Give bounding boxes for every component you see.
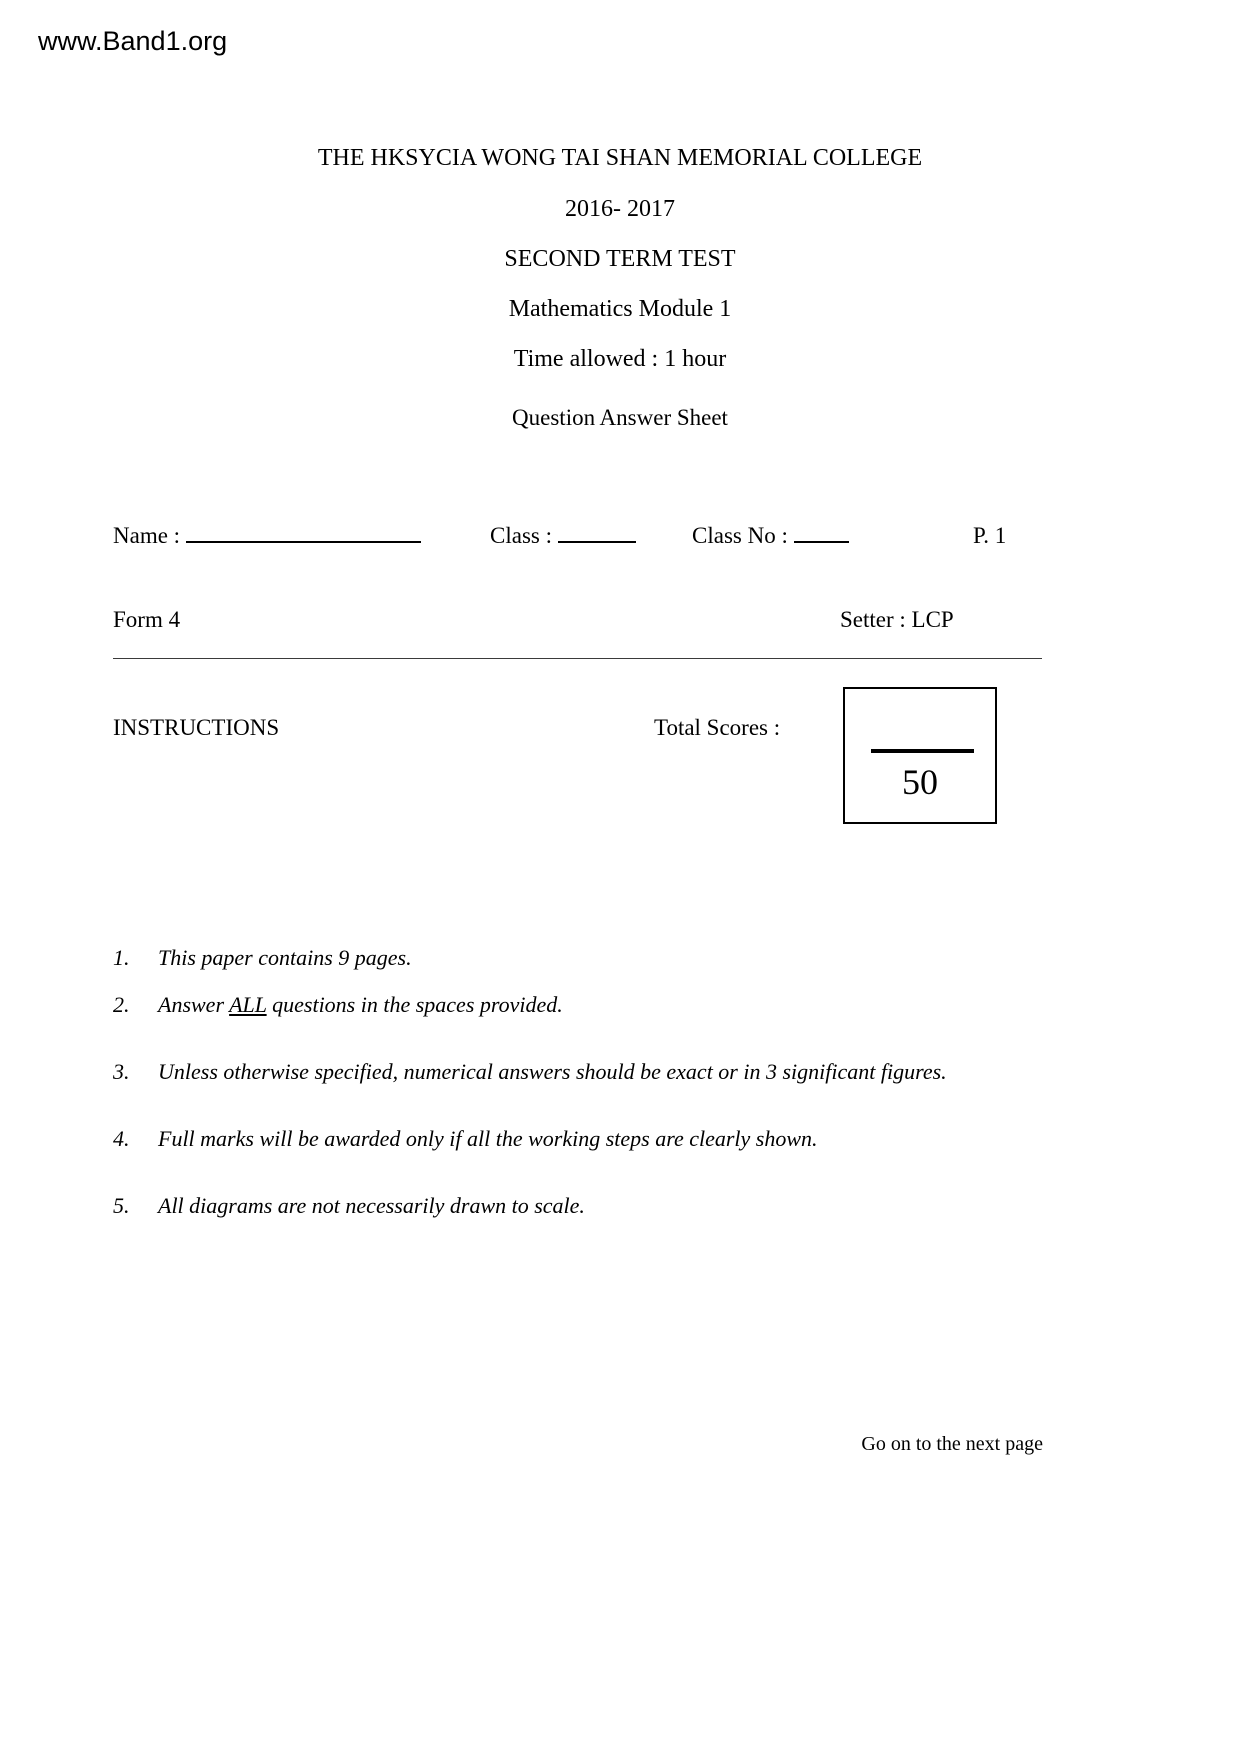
class-no-field-group [692, 522, 849, 550]
instruction-item-5 [113, 1192, 1093, 1220]
page-number: P. 1 [973, 523, 1007, 548]
instruction-text [158, 991, 1093, 1019]
school-year: 2016- 2017 [565, 196, 675, 222]
sheet-title: Question Answer Sheet [512, 405, 728, 430]
instruction-item-3 [113, 1058, 1093, 1086]
total-scores-label: Total Scores : [654, 715, 781, 740]
class-no-blank [794, 523, 849, 543]
instruction-text-prefix: Answer [158, 992, 230, 1017]
instruction-text: Unless otherwise specified, numerical answers should be exact or in 3 significant figures. [158, 1059, 947, 1084]
instruction-item-2 [113, 991, 1093, 1019]
subject-title: Mathematics Module 1 [508, 296, 732, 322]
instruction-item-1 [113, 944, 1093, 972]
instruction-item-4 [113, 1125, 1093, 1153]
instruction-text: Full marks will be awarded only if all the working steps are clearly shown. [158, 1126, 818, 1151]
horizontal-divider [113, 658, 1042, 659]
instruction-text: All diagrams are not necessarily drawn to scale. [158, 1193, 585, 1218]
class-no-label: Class No : [692, 523, 788, 548]
name-label: Name : [113, 523, 181, 548]
setter-label: Setter : LCP [840, 607, 954, 632]
instruction-text-underlined: ALL [229, 992, 267, 1017]
name-field-group [113, 522, 421, 550]
instruction-number: 1. [113, 945, 130, 970]
instructions-title: INSTRUCTIONS [113, 715, 280, 740]
instruction-number: 2. [113, 992, 130, 1017]
time-allowed: Time allowed : 1 hour [513, 346, 727, 372]
test-title: SECOND TERM TEST [504, 246, 736, 272]
instruction-text-suffix: questions in the spaces provided. [266, 992, 563, 1017]
name-blank [186, 523, 421, 543]
instruction-number: 4. [113, 1126, 130, 1151]
score-blank-line [871, 749, 974, 753]
instruction-number: 3. [113, 1059, 130, 1084]
instruction-number: 5. [113, 1193, 130, 1218]
school-name: THE HKSYCIA WONG TAI SHAN MEMORIAL COLLEGE [317, 145, 923, 171]
class-field-group [490, 522, 636, 550]
form-label: Form 4 [113, 607, 181, 632]
watermark: www.Band1.org [38, 26, 228, 56]
class-blank [558, 523, 636, 543]
total-score-value: 50 [902, 762, 938, 802]
instruction-text: This paper contains 9 pages. [158, 945, 412, 970]
next-page-note: Go on to the next page [861, 1433, 1043, 1455]
class-label: Class : [490, 523, 552, 548]
total-score-box [843, 687, 997, 824]
